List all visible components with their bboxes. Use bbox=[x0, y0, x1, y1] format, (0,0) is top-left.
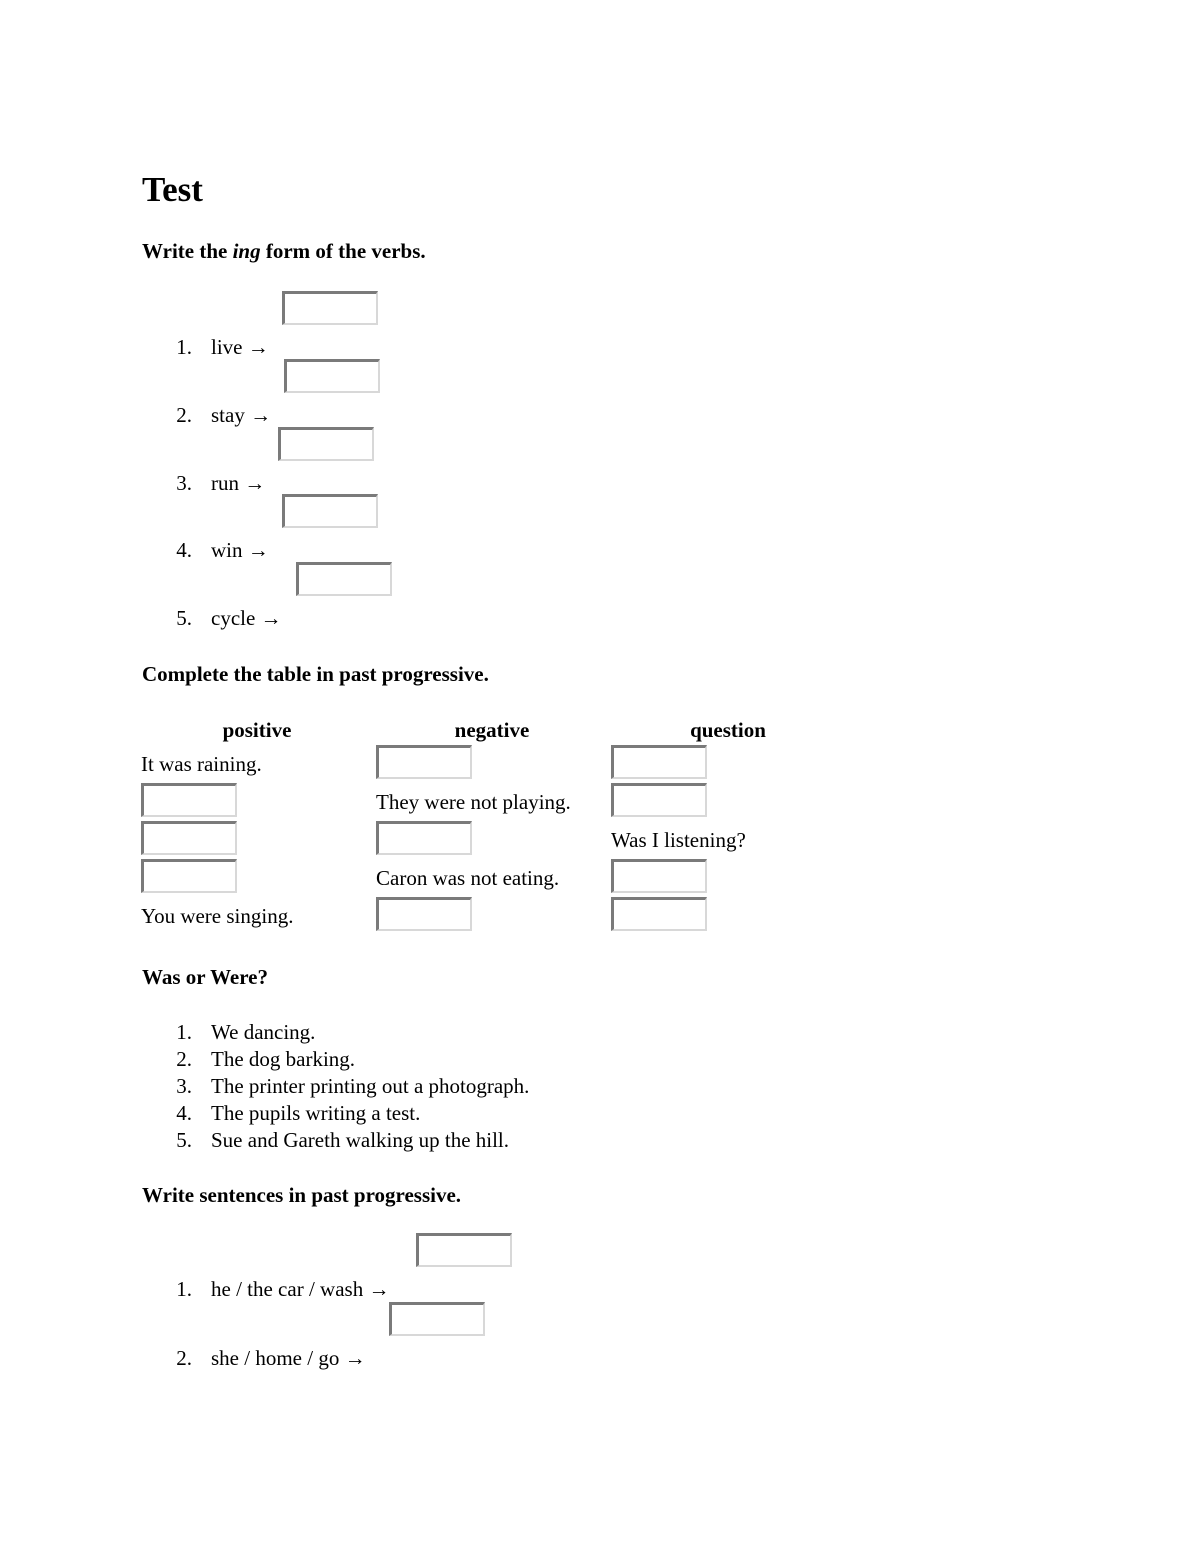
table-answer-input[interactable] bbox=[141, 783, 237, 817]
list-item-number: 2. bbox=[176, 403, 192, 427]
table-answer-input[interactable] bbox=[141, 859, 237, 893]
sentence-answer-input[interactable] bbox=[389, 1302, 485, 1336]
list-item-number: 4. bbox=[176, 1101, 192, 1125]
table-cell-text: You were singing. bbox=[141, 904, 294, 928]
column-header-question: question bbox=[690, 718, 766, 742]
table-cell-text: It was raining. bbox=[141, 752, 262, 776]
sentence-prompt: she / home / go → bbox=[211, 1346, 366, 1370]
table-answer-input[interactable] bbox=[611, 783, 707, 817]
table-cell-text: Caron was not eating. bbox=[376, 866, 560, 890]
ing-answer-input[interactable] bbox=[296, 562, 392, 596]
ing-answer-input[interactable] bbox=[282, 291, 378, 325]
verb-prompt: win → bbox=[211, 538, 269, 562]
table-answer-input[interactable] bbox=[611, 859, 707, 893]
list-item-number: 1. bbox=[176, 335, 192, 359]
list-item-number: 1. bbox=[176, 1020, 192, 1044]
section-heading-was-were: Was or Were? bbox=[142, 965, 268, 989]
table-answer-input[interactable] bbox=[141, 821, 237, 855]
table-cell-text: They were not playing. bbox=[376, 790, 571, 814]
verb-prompt: cycle → bbox=[211, 606, 282, 630]
column-header-positive: positive bbox=[222, 718, 292, 742]
sentence-answer-input[interactable] bbox=[416, 1233, 512, 1267]
table-cell-text: Was I listening? bbox=[611, 828, 746, 852]
sentence-prompt: he / the car / wash → bbox=[211, 1277, 390, 1301]
heading-text-post: form of the verbs. bbox=[260, 239, 426, 263]
list-item-number: 5. bbox=[176, 1128, 192, 1152]
table-answer-input[interactable] bbox=[376, 821, 472, 855]
list-item-number: 1. bbox=[176, 1277, 192, 1301]
ing-answer-input[interactable] bbox=[282, 494, 378, 528]
page-title: Test bbox=[142, 170, 203, 209]
table-answer-input[interactable] bbox=[376, 897, 472, 931]
section-heading-ing-form bbox=[142, 238, 426, 264]
list-item-number: 2. bbox=[176, 1047, 192, 1071]
table-answer-input[interactable] bbox=[611, 897, 707, 931]
table-answer-input[interactable] bbox=[376, 745, 472, 779]
list-item: Sue and Gareth walking up the hill. bbox=[211, 1128, 510, 1152]
ing-answer-input[interactable] bbox=[278, 427, 374, 461]
list-item-number: 3. bbox=[176, 471, 192, 495]
list-item-number: 3. bbox=[176, 1074, 192, 1098]
list-item-number: 2. bbox=[176, 1346, 192, 1370]
list-item: The printer printing out a photograph. bbox=[211, 1074, 530, 1098]
table-answer-input[interactable] bbox=[611, 745, 707, 779]
column-header-negative: negative bbox=[454, 718, 530, 742]
ing-answer-input[interactable] bbox=[284, 359, 380, 393]
verb-prompt: stay → bbox=[211, 403, 272, 427]
heading-text-pre: Write the bbox=[142, 239, 233, 263]
heading-text-em: ing bbox=[232, 239, 261, 263]
verb-prompt: run → bbox=[211, 471, 266, 495]
list-item-number: 5. bbox=[176, 606, 192, 630]
list-item: The dog barking. bbox=[211, 1047, 356, 1071]
verb-prompt: live → bbox=[211, 335, 269, 359]
list-item-number: 4. bbox=[176, 538, 192, 562]
section-heading-sentences: Write sentences in past progressive. bbox=[142, 1183, 462, 1207]
section-heading-table: Complete the table in past progressive. bbox=[142, 662, 489, 686]
list-item: We dancing. bbox=[211, 1020, 316, 1044]
list-item: The pupils writing a test. bbox=[211, 1101, 421, 1125]
